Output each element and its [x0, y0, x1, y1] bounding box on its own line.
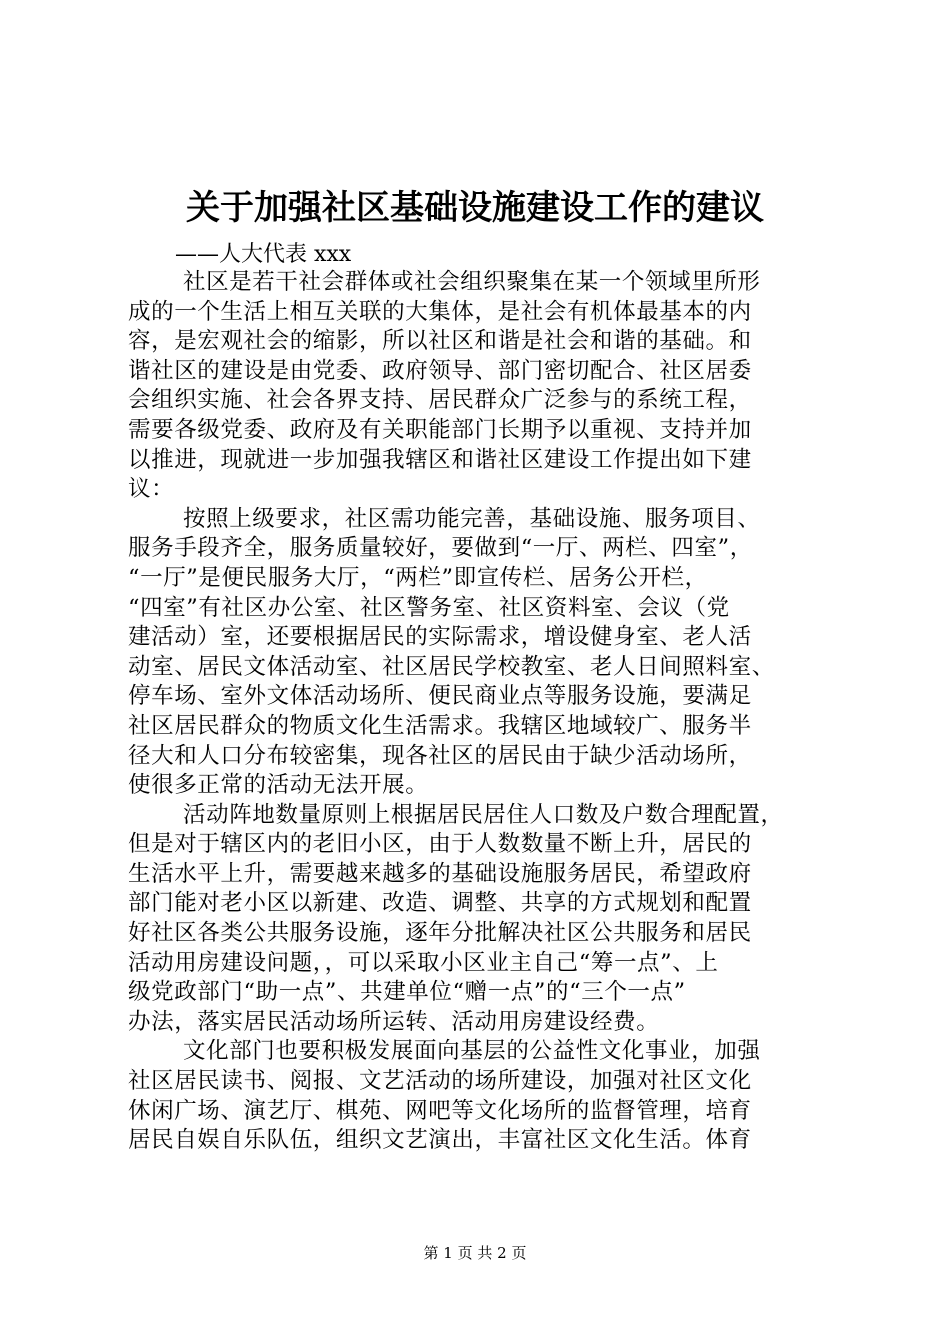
- body-line: 办法，落实居民活动场所运转、活动用房建设经费。: [128, 1008, 660, 1035]
- body-line: 好社区各类公共服务设施，逐年分批解决社区公共服务和居民: [128, 920, 752, 947]
- document-body: [128, 268, 843, 1156]
- body-line: 活动用房建设问题，，可以采取小区业主自己“筹一点”、上: [128, 949, 719, 976]
- document-title: 关于加强社区基础设施建设工作的建议: [186, 188, 764, 228]
- body-line: 生活水平上升，需要越来越多的基础设施服务居民，希望政府: [128, 860, 752, 887]
- body-line: 居民自娱自乐队伍，组织文艺演出，丰富社区文化生活。体育: [128, 1127, 752, 1154]
- body-line: 但是对于辖区内的老旧小区，由于人数数量不断上升，居民的: [128, 831, 752, 858]
- document-byline: ——人大代表 xxx: [175, 242, 352, 267]
- body-line: 活动阵地数量原则上根据居民居住人口数及户数合理配置，: [183, 801, 784, 828]
- body-line: 谐社区的建设是由党委、政府领导、部门密切配合、社区居委: [128, 357, 752, 384]
- body-line: 动室、居民文体活动室、社区居民学校教室、老人日间照料室、: [128, 653, 775, 680]
- body-line: 文化部门也要积极发展面向基层的公益性文化事业，加强: [183, 1038, 761, 1065]
- body-line: 社区居民群众的物质文化生活需求。我辖区地域较广、服务半: [128, 712, 752, 739]
- body-line: 会组织实施、社会各界支持、居民群众广泛参与的系统工程，: [128, 387, 752, 414]
- body-line: 容，是宏观社会的缩影，所以社区和谐是社会和谐的基础。和: [128, 328, 752, 355]
- body-line: 停车场、室外文体活动场所、便民商业点等服务设施，要满足: [128, 683, 752, 710]
- body-line: 议：: [128, 476, 175, 503]
- body-line: 以推进，现就进一步加强我辖区和谐社区建设工作提出如下建: [128, 446, 752, 473]
- body-line: 社区是若干社会群体或社会组织聚集在某一个领域里所形: [183, 269, 761, 295]
- body-line: 服务手段齐全，服务质量较好，要做到“一厅、两栏、四室”，: [128, 535, 753, 562]
- body-line: “四室”有社区办公室、社区警务室、社区资料室、会议（党: [128, 594, 730, 621]
- body-line: 按照上级要求，社区需功能完善，基础设施、服务项目、: [183, 505, 761, 532]
- body-line: 需要各级党委、政府及有关职能部门长期予以重视、支持并加: [128, 416, 752, 443]
- body-line: 社区居民读书、阅报、文艺活动的场所建设，加强对社区文化: [128, 1068, 752, 1095]
- body-line: 径大和人口分布较密集，现各社区的居民由于缺少活动场所，: [128, 742, 752, 769]
- body-line: 级党政部门“助一点”、共建单位“赠一点”的“三个一点”: [128, 979, 686, 1006]
- page-footer: 第 1 页 共 2 页: [423, 1244, 527, 1262]
- body-line: 成的一个生活上相互关联的大集体，是社会有机体最基本的内: [128, 298, 752, 325]
- body-line: 建活动）室，还要根据居民的实际需求，增设健身室、老人活: [128, 624, 752, 651]
- body-line: 部门能对老小区以新建、改造、调整、共享的方式规划和配置: [128, 890, 752, 917]
- body-line: 休闲广场、演艺厅、棋苑、网吧等文化场所的监督管理，培育: [128, 1097, 752, 1124]
- body-line: 使很多正常的活动无法开展。: [128, 772, 429, 799]
- body-line: “一厅”是便民服务大厅，“两栏”即宣传栏、居务公开栏，: [128, 564, 708, 591]
